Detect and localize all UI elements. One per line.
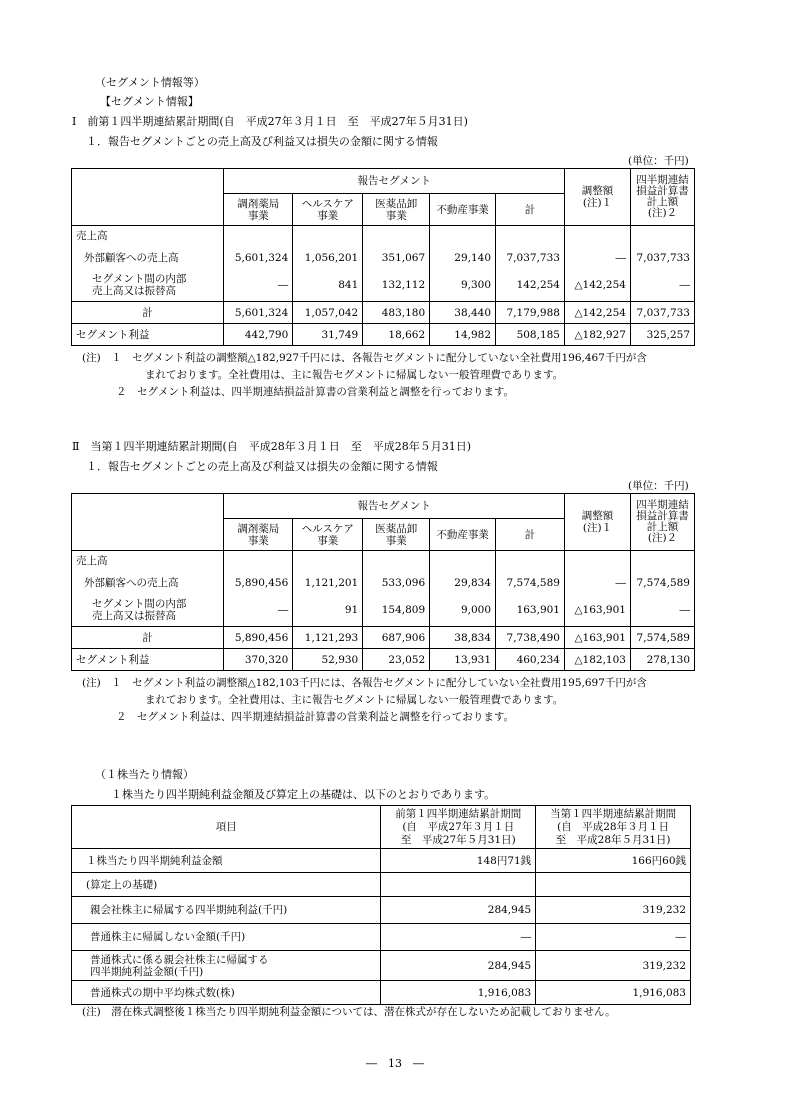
- table-row: [72, 270, 695, 302]
- cell: 319,232: [536, 951, 691, 981]
- table-row: [72, 595, 695, 627]
- cell: 370,320: [224, 649, 293, 671]
- cell: 325,257: [630, 324, 694, 346]
- cell: 163,901: [496, 595, 565, 627]
- cell: △142,254: [564, 270, 630, 302]
- cell: 351,067: [363, 246, 430, 270]
- col-header: ヘルスケア 事業: [293, 194, 363, 226]
- cell: 508,185: [496, 324, 565, 346]
- corner-cell: [72, 494, 224, 551]
- table-row: [72, 302, 695, 324]
- cell: ―: [536, 924, 691, 951]
- cell: 31,749: [293, 324, 363, 346]
- cell: ―: [224, 595, 293, 627]
- cell: 1,057,042: [293, 302, 363, 324]
- row-label: 普通株式の期中平均株式数(株): [72, 981, 381, 1005]
- cell: 91: [293, 595, 363, 627]
- cell: ―: [381, 924, 536, 951]
- cell: 5,601,324: [224, 246, 293, 270]
- row-label: セグメント間の内部 売上高又は振替高: [72, 595, 224, 627]
- col-header: 計: [496, 519, 565, 551]
- table-row: [72, 627, 695, 649]
- cell: 9,000: [430, 595, 496, 627]
- cell: 1,121,293: [293, 627, 363, 649]
- cell: 52,930: [293, 649, 363, 671]
- cell: 18,662: [363, 324, 430, 346]
- cell: △163,901: [564, 595, 630, 627]
- row-label: セグメント間の内部 売上高又は振替高: [72, 270, 224, 302]
- cell: 142,254: [496, 270, 565, 302]
- cell: 5,601,324: [224, 302, 293, 324]
- section-subtitle: １．報告セグメントごとの売上高及び利益又は損失の金額に関する情報: [86, 460, 438, 473]
- cell: [536, 873, 691, 897]
- cell: 29,140: [430, 246, 496, 270]
- col-header: 項目: [72, 806, 381, 849]
- cell: 483,180: [363, 302, 430, 324]
- cell: ―: [564, 571, 630, 595]
- table-row: [72, 324, 695, 346]
- cell: 533,096: [363, 571, 430, 595]
- section-subtitle: １．報告セグメントごとの売上高及び利益又は損失の金額に関する情報: [86, 135, 438, 148]
- col-header: 調剤薬局 事業: [224, 519, 293, 551]
- row-label: 計: [72, 627, 224, 649]
- table-row: [72, 897, 691, 924]
- cell: 278,130: [630, 649, 694, 671]
- row-label: １株当たり四半期純利益金額: [72, 849, 381, 873]
- col-group-header: 報告セグメント: [224, 169, 565, 194]
- row-label: 普通株式に係る親会社株主に帰属する 四半期純利益金額(千円): [72, 951, 381, 981]
- table-row: [72, 924, 691, 951]
- cell: 1,121,201: [293, 571, 363, 595]
- col-header: 当第１四半期連結累計期間 (自 平成28年３月１日 至 平成28年５月31日): [536, 806, 691, 849]
- table-row: [72, 571, 695, 595]
- cell: 319,232: [536, 897, 691, 924]
- cell: 9,300: [430, 270, 496, 302]
- col-header: 医薬品卸 事業: [363, 194, 430, 226]
- section-title: Ⅰ 前第１四半期連結累計期間(自 平成27年３月１日 至 平成27年５月31日): [72, 115, 468, 128]
- col-header: ヘルスケア 事業: [293, 519, 363, 551]
- corner-cell: [72, 169, 224, 226]
- col-group-header: 報告セグメント: [224, 494, 565, 519]
- col-header: 調整額 (注)１: [564, 169, 630, 226]
- cell: 7,574,589: [496, 571, 565, 595]
- cell: 29,834: [430, 571, 496, 595]
- col-header: 医薬品卸 事業: [363, 519, 430, 551]
- segment-table-curr: [71, 493, 695, 671]
- row-label: 親会社株主に帰属する四半期純利益(千円): [72, 897, 381, 924]
- cell: 1,916,083: [536, 981, 691, 1005]
- cell: 687,906: [363, 627, 430, 649]
- cell: 5,890,456: [224, 627, 293, 649]
- cell: 38,834: [430, 627, 496, 649]
- cell: 1,916,083: [381, 981, 536, 1005]
- unit-label: (単位：千円): [628, 155, 689, 167]
- cell: 38,440: [430, 302, 496, 324]
- segment-info-subheading: 【セグメント情報】: [100, 95, 199, 108]
- page-number: ― 13 ―: [366, 1057, 424, 1070]
- cell: 5,890,456: [224, 571, 293, 595]
- cell: 23,052: [363, 649, 430, 671]
- cell: 1,056,201: [293, 246, 363, 270]
- cell: △142,254: [564, 302, 630, 324]
- row-label: 売上高: [72, 226, 224, 246]
- table-row: [72, 873, 691, 897]
- cell: ―: [224, 270, 293, 302]
- col-header: 計: [496, 194, 565, 226]
- table-row: [72, 951, 691, 981]
- col-header: 前第１四半期連結累計期間 (自 平成27年３月１日 至 平成27年５月31日): [381, 806, 536, 849]
- row-label: セグメント利益: [72, 649, 224, 671]
- cell: 442,790: [224, 324, 293, 346]
- cell: 14,982: [430, 324, 496, 346]
- note-line: ２ セグメント利益は、四半期連結損益計算書の営業利益と調整を行っております。: [116, 386, 515, 398]
- row-label: 計: [72, 302, 224, 324]
- note-line: まれております。全社費用は、主に報告セグメントに帰属しない一般管理費であります。: [145, 694, 564, 706]
- cell: 7,574,589: [630, 571, 694, 595]
- note-line: ２ セグメント利益は、四半期連結損益計算書の営業利益と調整を行っております。: [116, 711, 515, 723]
- table-row: [72, 246, 695, 270]
- cell: △182,103: [564, 649, 630, 671]
- row-label: 普通株主に帰属しない金額(千円): [72, 924, 381, 951]
- cell: 7,574,589: [630, 627, 694, 649]
- section-title: Ⅱ 当第１四半期連結累計期間(自 平成28年３月１日 至 平成28年５月31日): [72, 440, 472, 453]
- cell: ―: [564, 246, 630, 270]
- row-label: 外部顧客への売上高: [72, 246, 224, 270]
- col-header: 調剤薬局 事業: [224, 194, 293, 226]
- cell: △163,901: [564, 627, 630, 649]
- eps-heading: （１株当たり情報）: [95, 768, 194, 781]
- cell: 154,809: [363, 595, 430, 627]
- cell: 132,112: [363, 270, 430, 302]
- note-line: (注) １ セグメント利益の調整額△182,927千円には、各報告セグメントに配分していない全社費用196,467千円が含: [82, 352, 647, 364]
- cell: 148円71銭: [381, 849, 536, 873]
- row-label: セグメント利益: [72, 324, 224, 346]
- eps-table: [71, 805, 691, 1005]
- row-label: 外部顧客への売上高: [72, 571, 224, 595]
- note-line: (注) １ セグメント利益の調整額△182,103千円には、各報告セグメントに配分していない全社費用195,697千円が含: [82, 677, 647, 689]
- cell: 13,931: [430, 649, 496, 671]
- col-header: 不動産事業: [430, 519, 496, 551]
- note-line: まれております。全社費用は、主に報告セグメントに帰属しない一般管理費であります。: [145, 369, 564, 381]
- col-header: 不動産事業: [430, 194, 496, 226]
- cell: 460,234: [496, 649, 565, 671]
- row-label: 売上高: [72, 551, 224, 571]
- table-row: [72, 981, 691, 1005]
- unit-label: (単位：千円): [628, 480, 689, 492]
- col-header: 調整額 (注)１: [564, 494, 630, 551]
- cell: ―: [630, 595, 694, 627]
- segment-info-heading: （セグメント情報等）: [95, 76, 205, 89]
- col-header: 四半期連結 損益計算書 計上額 (注)２: [630, 169, 694, 226]
- cell: ―: [630, 270, 694, 302]
- cell: [381, 873, 536, 897]
- row-label: (算定上の基礎): [72, 873, 381, 897]
- eps-intro: １株当たり四半期純利益金額及び算定上の基礎は、以下のとおりであります。: [111, 788, 496, 801]
- col-header: 四半期連結 損益計算書 計上額 (注)２: [630, 494, 694, 551]
- table-row: [72, 649, 695, 671]
- cell: 284,945: [381, 951, 536, 981]
- cell: 7,037,733: [630, 302, 694, 324]
- cell: 7,179,988: [496, 302, 565, 324]
- table-row: [72, 849, 691, 873]
- eps-note: (注) 潜在株式調整後１株当たり四半期純利益金額については、潜在株式が存在しないため記載しておりません。: [82, 1006, 616, 1018]
- cell: 7,037,733: [496, 246, 565, 270]
- cell: △182,927: [564, 324, 630, 346]
- cell: 7,738,490: [496, 627, 565, 649]
- cell: 7,037,733: [630, 246, 694, 270]
- cell: 284,945: [381, 897, 536, 924]
- cell: 841: [293, 270, 363, 302]
- segment-table-prev: [71, 168, 695, 346]
- cell: 166円60銭: [536, 849, 691, 873]
